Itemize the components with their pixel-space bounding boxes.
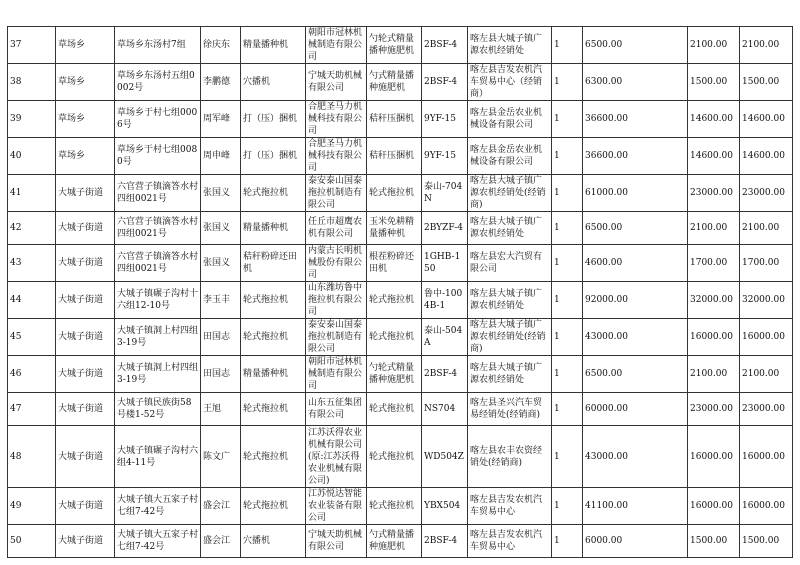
address-cell: 六官营子镇滴答水村四组0021号 <box>115 245 201 282</box>
row-number: 50 <box>8 525 56 558</box>
product-cell: 勺轮式精量播种施肥机 <box>367 356 422 393</box>
subsidy-table <box>7 26 793 558</box>
address-cell: 大城子镇民族街58号楼1-52号 <box>115 393 201 426</box>
category-cell: 穴播机 <box>241 64 306 101</box>
subsidy-a-cell: 1500.00 <box>688 64 740 101</box>
town-cell: 大城子街道 <box>56 525 115 558</box>
row-number: 41 <box>8 175 56 212</box>
model-cell: 2BYZF-4 <box>422 212 468 245</box>
owner-cell: 陈文广 <box>201 426 241 488</box>
quantity-cell: 1 <box>552 488 583 525</box>
quantity-cell: 1 <box>552 175 583 212</box>
price-cell: 60000.00 <box>583 393 688 426</box>
category-cell: 轮式拖拉机 <box>241 393 306 426</box>
owner-cell: 盛会江 <box>201 488 241 525</box>
row-number: 38 <box>8 64 56 101</box>
product-cell: 轮式拖拉机 <box>367 488 422 525</box>
maker-cell: 朝阳市冠林机械制造有限公司 <box>306 356 367 393</box>
table-row <box>8 282 793 319</box>
category-cell: 精量播种机 <box>241 356 306 393</box>
address-cell: 六官营子镇滴答水村四组0021号 <box>115 175 201 212</box>
subsidy-a-cell: 23000.00 <box>688 393 740 426</box>
subsidy-b-cell: 14600.00 <box>740 101 793 138</box>
dealer-cell: 喀左县金岳农业机械设备有限公司 <box>468 138 552 175</box>
category-cell: 轮式拖拉机 <box>241 488 306 525</box>
subsidy-b-cell: 14600.00 <box>740 138 793 175</box>
product-cell: 勺式精量播种施肥机 <box>367 525 422 558</box>
subsidy-a-cell: 1700.00 <box>688 245 740 282</box>
dealer-cell: 喀左县吉发农机汽车贸易中心（经销商） <box>468 64 552 101</box>
row-number: 49 <box>8 488 56 525</box>
price-cell: 43000.00 <box>583 426 688 488</box>
town-cell: 草场乡 <box>56 27 115 64</box>
table-row <box>8 175 793 212</box>
address-cell: 草场乡东汤村五组0002号 <box>115 64 201 101</box>
town-cell: 草场乡 <box>56 64 115 101</box>
row-number: 42 <box>8 212 56 245</box>
town-cell: 大城子街道 <box>56 356 115 393</box>
row-number: 44 <box>8 282 56 319</box>
product-cell: 轮式拖拉机 <box>367 282 422 319</box>
category-cell: 打（压）捆机 <box>241 101 306 138</box>
category-cell: 轮式拖拉机 <box>241 175 306 212</box>
maker-cell: 泰安泰山国泰拖拉机制造有限公司 <box>306 175 367 212</box>
town-cell: 草场乡 <box>56 101 115 138</box>
table-row <box>8 393 793 426</box>
model-cell: 1GHB-150 <box>422 245 468 282</box>
product-cell: 玉米免耕精量播种机 <box>367 212 422 245</box>
model-cell: 泰山-504A <box>422 319 468 356</box>
subsidy-a-cell: 23000.00 <box>688 175 740 212</box>
product-cell: 秸秆压捆机 <box>367 138 422 175</box>
quantity-cell: 1 <box>552 426 583 488</box>
row-number: 46 <box>8 356 56 393</box>
model-cell: WD504Z <box>422 426 468 488</box>
quantity-cell: 1 <box>552 525 583 558</box>
dealer-cell: 喀左县金岳农业机械设备有限公司 <box>468 101 552 138</box>
subsidy-b-cell: 23000.00 <box>740 393 793 426</box>
row-number: 48 <box>8 426 56 488</box>
model-cell: 2BSF-4 <box>422 27 468 64</box>
subsidy-b-cell: 1500.00 <box>740 525 793 558</box>
town-cell: 大城子街道 <box>56 426 115 488</box>
dealer-cell: 喀左县大城子镇广源农机经销处 <box>468 282 552 319</box>
address-cell: 大城子镇洞上村四组3-19号 <box>115 319 201 356</box>
row-number: 45 <box>8 319 56 356</box>
address-cell: 大城子镇洞上村四组3-19号 <box>115 356 201 393</box>
maker-cell: 江苏悦达智能农业装备有限公司 <box>306 488 367 525</box>
subsidy-a-cell: 2100.00 <box>688 212 740 245</box>
table-row <box>8 356 793 393</box>
subsidy-a-cell: 16000.00 <box>688 319 740 356</box>
subsidy-a-cell: 14600.00 <box>688 101 740 138</box>
table-row <box>8 101 793 138</box>
subsidy-b-cell: 32000.00 <box>740 282 793 319</box>
subsidy-a-cell: 2100.00 <box>688 356 740 393</box>
subsidy-b-cell: 23000.00 <box>740 175 793 212</box>
maker-cell: 泰安泰山国泰拖拉机制造有限公司 <box>306 319 367 356</box>
maker-cell: 内蒙古长明机械股份有限公司 <box>306 245 367 282</box>
table-row <box>8 245 793 282</box>
price-cell: 6500.00 <box>583 356 688 393</box>
table-row <box>8 64 793 101</box>
maker-cell: 任丘市超鹰农机有限公司 <box>306 212 367 245</box>
category-cell: 秸秆粉碎还田机 <box>241 245 306 282</box>
category-cell: 轮式拖拉机 <box>241 426 306 488</box>
owner-cell: 王旭 <box>201 393 241 426</box>
subsidy-a-cell: 16000.00 <box>688 488 740 525</box>
product-cell: 轮式拖拉机 <box>367 175 422 212</box>
quantity-cell: 1 <box>552 138 583 175</box>
price-cell: 6500.00 <box>583 212 688 245</box>
maker-cell: 宁城天助机械有限公司 <box>306 64 367 101</box>
price-cell: 4600.00 <box>583 245 688 282</box>
town-cell: 大城子街道 <box>56 212 115 245</box>
owner-cell: 李鹏德 <box>201 64 241 101</box>
quantity-cell: 1 <box>552 212 583 245</box>
quantity-cell: 1 <box>552 27 583 64</box>
owner-cell: 田国志 <box>201 319 241 356</box>
product-cell: 勺式精量播种施肥机 <box>367 64 422 101</box>
address-cell: 大城子镇大五家子村七组7-42号 <box>115 525 201 558</box>
maker-cell: 宁城天助机械有限公司 <box>306 525 367 558</box>
subsidy-a-cell: 16000.00 <box>688 426 740 488</box>
maker-cell: 合肥圣马力机械科技有限公司 <box>306 101 367 138</box>
price-cell: 36600.00 <box>583 138 688 175</box>
model-cell: 9YF-15 <box>422 101 468 138</box>
town-cell: 草场乡 <box>56 138 115 175</box>
category-cell: 精量播种机 <box>241 27 306 64</box>
dealer-cell: 喀左县大城子镇广源农机经销处 <box>468 212 552 245</box>
category-cell: 轮式拖拉机 <box>241 282 306 319</box>
subsidy-a-cell: 1500.00 <box>688 525 740 558</box>
subsidy-b-cell: 2100.00 <box>740 27 793 64</box>
address-cell: 大城子镇大五家子村七组7-42号 <box>115 488 201 525</box>
maker-cell: 山东五征集团有限公司 <box>306 393 367 426</box>
dealer-cell: 喀左县吉发农机汽车贸易中心 <box>468 488 552 525</box>
quantity-cell: 1 <box>552 64 583 101</box>
row-number: 43 <box>8 245 56 282</box>
quantity-cell: 1 <box>552 282 583 319</box>
dealer-cell: 喀左县大城子镇广源农机经销处 <box>468 27 552 64</box>
subsidy-b-cell: 16000.00 <box>740 426 793 488</box>
category-cell: 穴播机 <box>241 525 306 558</box>
dealer-cell: 喀左县宏大汽贸有限公司 <box>468 245 552 282</box>
model-cell: 鲁中-1004B-1 <box>422 282 468 319</box>
owner-cell: 张国义 <box>201 212 241 245</box>
quantity-cell: 1 <box>552 356 583 393</box>
subsidy-b-cell: 1700.00 <box>740 245 793 282</box>
table-body <box>8 27 793 558</box>
town-cell: 大城子街道 <box>56 488 115 525</box>
maker-cell: 江苏沃得农业机械有限公司(原:江苏沃得农业机械有限公司) <box>306 426 367 488</box>
address-cell: 草场乡东汤村7组 <box>115 27 201 64</box>
dealer-cell: 喀左县大城子镇广源农机经销处(经销商) <box>468 175 552 212</box>
product-cell: 根茬粉碎还田机 <box>367 245 422 282</box>
maker-cell: 合肥圣马力机械科技有限公司 <box>306 138 367 175</box>
price-cell: 41100.00 <box>583 488 688 525</box>
table-row <box>8 488 793 525</box>
subsidy-b-cell: 2100.00 <box>740 212 793 245</box>
quantity-cell: 1 <box>552 393 583 426</box>
address-cell: 大城子镇碾子沟村六组4-11号 <box>115 426 201 488</box>
dealer-cell: 喀左县大城子镇广源农机经销处(经销商) <box>468 319 552 356</box>
price-cell: 36600.00 <box>583 101 688 138</box>
price-cell: 43000.00 <box>583 319 688 356</box>
category-cell: 精量播种机 <box>241 212 306 245</box>
row-number: 37 <box>8 27 56 64</box>
price-cell: 61000.00 <box>583 175 688 212</box>
quantity-cell: 1 <box>552 319 583 356</box>
price-cell: 92000.00 <box>583 282 688 319</box>
owner-cell: 田国志 <box>201 356 241 393</box>
row-number: 47 <box>8 393 56 426</box>
address-cell: 大城子镇碾子沟村十六组12-10号 <box>115 282 201 319</box>
dealer-cell: 喀左县圣兴汽车贸易经销处(经销商) <box>468 393 552 426</box>
quantity-cell: 1 <box>552 101 583 138</box>
price-cell: 6300.00 <box>583 64 688 101</box>
table-row <box>8 212 793 245</box>
town-cell: 大城子街道 <box>56 245 115 282</box>
model-cell: 泰山-704N <box>422 175 468 212</box>
owner-cell: 周申峰 <box>201 138 241 175</box>
price-cell: 6000.00 <box>583 525 688 558</box>
subsidy-b-cell: 1500.00 <box>740 64 793 101</box>
product-cell: 轮式拖拉机 <box>367 426 422 488</box>
model-cell: 2BSF-4 <box>422 525 468 558</box>
owner-cell: 徐庆东 <box>201 27 241 64</box>
table-row <box>8 525 793 558</box>
product-cell: 勺轮式精量播种施肥机 <box>367 27 422 64</box>
table-row <box>8 426 793 488</box>
subsidy-a-cell: 2100.00 <box>688 27 740 64</box>
model-cell: YBX504 <box>422 488 468 525</box>
maker-cell: 朝阳市冠林机械制造有限公司 <box>306 27 367 64</box>
maker-cell: 山东潍坊鲁中拖拉机有限公司 <box>306 282 367 319</box>
table-row <box>8 319 793 356</box>
dealer-cell: 喀左县大城子镇广源农机经销处 <box>468 356 552 393</box>
address-cell: 六官营子镇滴答水村四组0021号 <box>115 212 201 245</box>
model-cell: NS704 <box>422 393 468 426</box>
table-row <box>8 138 793 175</box>
subsidy-b-cell: 16000.00 <box>740 488 793 525</box>
model-cell: 2BSF-4 <box>422 356 468 393</box>
quantity-cell: 1 <box>552 245 583 282</box>
row-number: 39 <box>8 101 56 138</box>
subsidy-a-cell: 14600.00 <box>688 138 740 175</box>
owner-cell: 盛会江 <box>201 525 241 558</box>
town-cell: 大城子街道 <box>56 393 115 426</box>
dealer-cell: 喀左县吉发农机汽车贸易中心 <box>468 525 552 558</box>
category-cell: 轮式拖拉机 <box>241 319 306 356</box>
product-cell: 秸秆压捆机 <box>367 101 422 138</box>
address-cell: 草场乡于村七组0006号 <box>115 101 201 138</box>
town-cell: 大城子街道 <box>56 282 115 319</box>
subsidy-a-cell: 32000.00 <box>688 282 740 319</box>
subsidy-b-cell: 2100.00 <box>740 356 793 393</box>
subsidy-b-cell: 16000.00 <box>740 319 793 356</box>
table-row <box>8 27 793 64</box>
owner-cell: 张国义 <box>201 175 241 212</box>
town-cell: 大城子街道 <box>56 175 115 212</box>
dealer-cell: 喀左县农丰农资经销处(经销商) <box>468 426 552 488</box>
product-cell: 轮式拖拉机 <box>367 393 422 426</box>
price-cell: 6500.00 <box>583 27 688 64</box>
owner-cell: 周军峰 <box>201 101 241 138</box>
row-number: 40 <box>8 138 56 175</box>
category-cell: 打（压）捆机 <box>241 138 306 175</box>
address-cell: 草场乡于村七组0080号 <box>115 138 201 175</box>
owner-cell: 李玉丰 <box>201 282 241 319</box>
town-cell: 大城子街道 <box>56 319 115 356</box>
owner-cell: 张国义 <box>201 245 241 282</box>
model-cell: 2BSF-4 <box>422 64 468 101</box>
product-cell: 轮式拖拉机 <box>367 319 422 356</box>
model-cell: 9YF-15 <box>422 138 468 175</box>
